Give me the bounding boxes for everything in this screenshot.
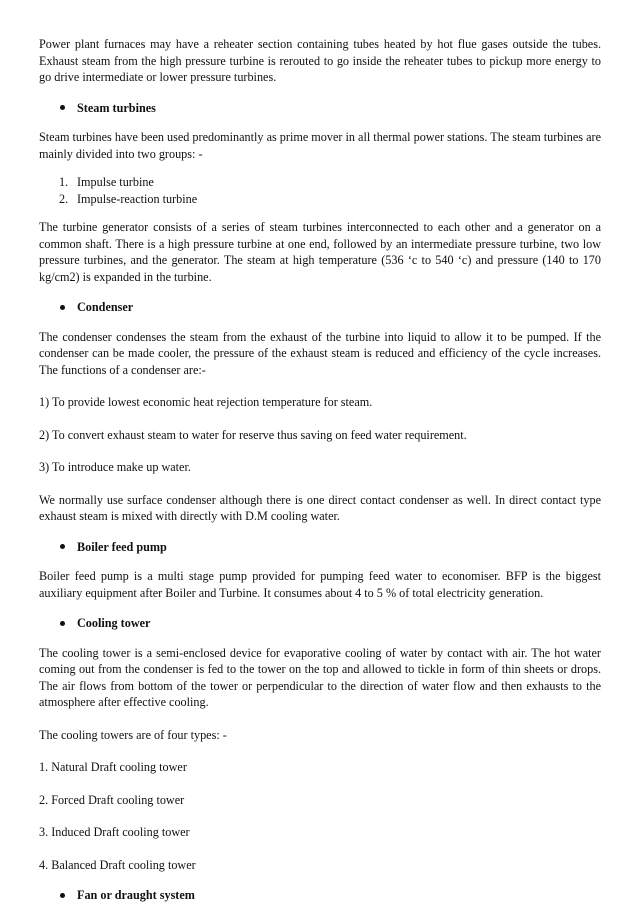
section-heading-cooling-tower — [39, 615, 601, 632]
bullet-icon — [60, 305, 65, 310]
list-item — [39, 191, 601, 208]
heading-text: Steam turbines — [77, 100, 156, 115]
boiler-feed-pump-paragraph: Boiler feed pump is a multi stage pump provided for pumping feed water to economiser. BFP is the biggest auxiliary equipment after Boiler and Turbine. It consumes about 4 to 5 % of total electricity generation. — [39, 569, 601, 600]
list-item-number: 2. — [59, 191, 69, 206]
turbine-types-list — [39, 174, 601, 207]
bullet-icon — [60, 105, 65, 110]
heading-text: Boiler feed pump — [77, 539, 167, 554]
heading-text: Fan or draught system — [77, 888, 195, 902]
condenser-paragraph: The condenser condenses the steam from the exhaust of the turbine into liquid to allow it to be pumped. If the condenser can be made cooler, the pressure of the exhaust steam is reduced and efficiency of the cycle increases. The functions of a condenser are:- — [39, 329, 601, 377]
section-heading-fan-system — [39, 887, 601, 904]
cooling-tower-type-4: 4. Balanced Draft cooling tower — [39, 857, 196, 872]
list-item-text: Impulse-reaction turbine — [77, 191, 198, 206]
section-heading-boiler-feed-pump — [39, 539, 601, 556]
bullet-icon — [60, 544, 65, 549]
heading-text: Condenser — [77, 300, 134, 314]
surface-condenser-paragraph: We normally use surface condenser although there is one direct contact condenser as well. In direct contact type exhaust steam is mixed with directly with D.M cooling water. — [39, 492, 601, 523]
condenser-function-2: 2) To convert exhaust steam to water for reserve thus saving on feed water requirement. — [39, 427, 467, 442]
cooling-tower-types-intro: The cooling towers are of four types: - — [39, 727, 227, 742]
intro-paragraph: Power plant furnaces may have a reheater section containing tubes heated by hot flue gases outside the tubes. Exhaust steam from the high pressure turbine is rerouted to go inside the reheater tubes to pickup more energy to go drive intermediate or lower pressure turbines. — [39, 37, 601, 84]
steam-turbines-paragraph: Steam turbines have been used predominantly as prime mover in all thermal power stations. The steam turbines are mainly divided into two groups: - — [39, 130, 601, 161]
bullet-icon — [60, 893, 65, 898]
bullet-icon — [60, 621, 65, 626]
section-heading-steam-turbines — [39, 100, 601, 117]
cooling-tower-type-2: 2. Forced Draft cooling tower — [39, 792, 185, 807]
cooling-tower-type-3: 3. Induced Draft cooling tower — [39, 825, 190, 839]
list-item-text: Impulse turbine — [77, 175, 154, 189]
section-heading-condenser — [39, 299, 601, 316]
condenser-function-1: 1) To provide lowest economic heat rejection temperature for steam. — [39, 395, 373, 409]
heading-text: Cooling tower — [77, 616, 151, 630]
condenser-function-3: 3) To introduce make up water. — [39, 460, 191, 474]
turbine-generator-paragraph: The turbine generator consists of a series of steam turbines interconnected to each other and a generator on a common shaft. There is a high pressure turbine at one end, followed by an intermediate pressure turbine, two low pressure turbines, and the generator. The steam at high temperature (536 ‘c to 540 ‘c) and pressure (140 to 170 kg/cm2) is expanded in the turbine. — [39, 220, 601, 284]
list-item — [39, 174, 601, 191]
cooling-tower-type-1: 1. Natural Draft cooling tower — [39, 760, 187, 774]
list-item-number: 1. — [59, 175, 69, 189]
cooling-tower-paragraph: The cooling tower is a semi-enclosed device for evaporative cooling of water by contact with air. The hot water coming out from the condenser is fed to the tower on the top and allowed to tickle in form of thin sheets or drops. The air flows from bottom of the tower or perpendicular to the direction of water flow and then exhausts to the atmosphere after effective cooling. — [39, 645, 601, 709]
document-page — [39, 36, 601, 917]
